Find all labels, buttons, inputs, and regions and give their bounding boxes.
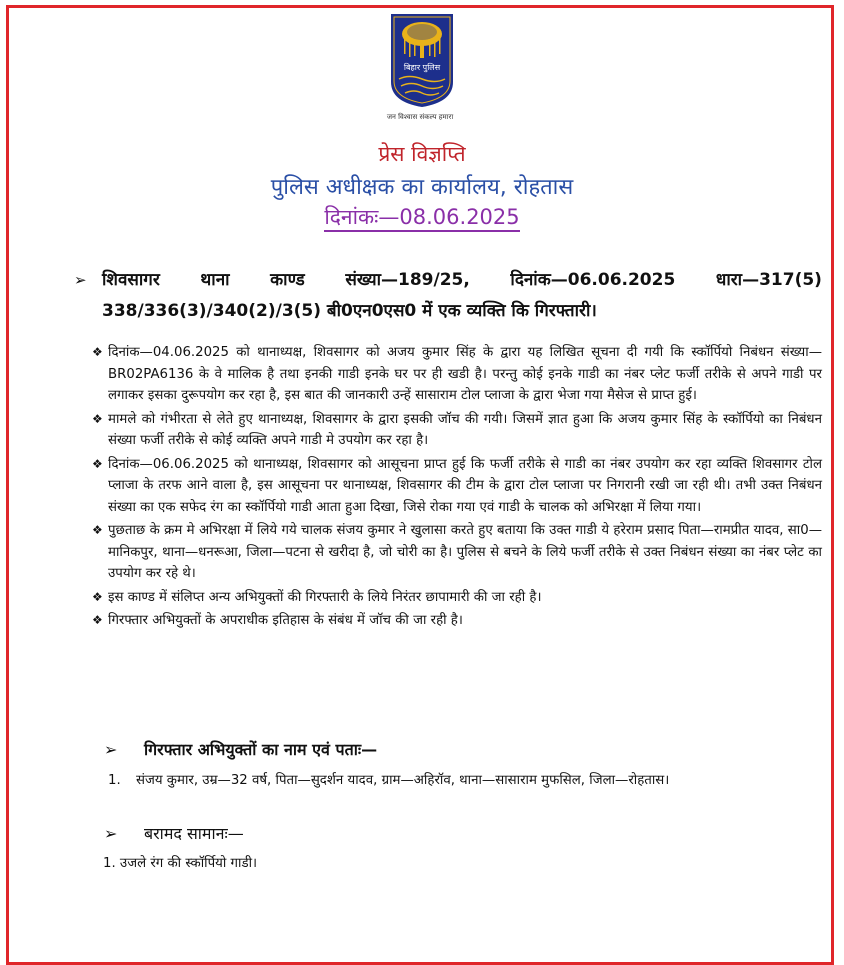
subject-word: धारा—317(5) (715, 270, 822, 290)
accused-heading-text: गिरफ्तार अभियुक्तों का नाम एवं पताः— (144, 740, 378, 759)
release-date (0, 203, 844, 231)
diamond-bullet-icon: ❖ (92, 523, 103, 537)
arrow-bullet-icon: ➢ (104, 824, 118, 843)
list-item-text: मामले को गंभीरता से लेते हुए थानाध्यक्ष, शिवसागर के द्वारा इसकी जॉच की गयी। जिसमें ज्ञात हुआ कि अजय कुमार सिंह के स्कॉर्पियो का निबंधन संख्या फर्जी तरीके से कोई व्यक्ति अपने गाडी मे उपयोग कर रहा है। (108, 411, 822, 448)
logo-motto: जन विश्वास संकल्प हमारा (386, 113, 454, 121)
diamond-bullet-icon: ❖ (92, 411, 103, 426)
diamond-bullet-icon: ❖ (92, 345, 103, 359)
diamond-bullet-icon: ❖ (92, 589, 103, 604)
list-item-text: पुछताछ के क्रम मे अभिरक्षा में लिये गये चालक संजय कुमार ने खुलासा करते हुए बताया कि उक्त गाडी ये हरेराम प्रसाद पिता—रामप्रीत यादव, सा0—मानिकपुर, थाना—धनरूआ, जिला—पटना से खरीदा है, जो चोरी का है। पुलिस से बचने के लिये फर्जी तरीके से उक्त निबंधन संख्या का नंबर प्लेट का उपयोग कर रहे थे। (108, 523, 822, 581)
list-item (92, 587, 822, 609)
subject-line-1 (102, 265, 822, 295)
subject-word: दिनांक—06.06.2025 (510, 270, 676, 290)
details-list (92, 342, 822, 634)
list-item (92, 342, 822, 407)
accused-number: 1. (108, 773, 121, 788)
diamond-bullet-icon: ❖ (92, 456, 103, 471)
list-item (92, 454, 822, 519)
subject-word: संख्या—189/25, (345, 270, 470, 290)
recovered-number: 1. (103, 856, 116, 871)
bihar-police-logo (389, 12, 455, 108)
list-item (92, 409, 822, 452)
office-name: पुलिस अधीक्षक का कार्यालय, रोहतास (270, 175, 574, 200)
subject-line-2: 338/336(3)/340(2)/3(5) बी0एन0एस0 में एक व्यक्ति कि गिरफ्तारी। (102, 301, 597, 321)
arrow-bullet-icon: ➢ (104, 740, 118, 759)
recovered-heading-text: बरामद सामानः— (144, 824, 244, 843)
subject-word: थाना (200, 270, 230, 290)
logo-emblem-text: बिहार पुलिस (403, 63, 441, 72)
list-item-text: गिरफ्तार अभियुक्तों के अपराधीक इतिहास के संबंध में जॉच की जा रही है। (108, 613, 463, 628)
accused-details: संजय कुमार, उम्र—32 वर्ष, पिता—सुदर्शन यादव, ग्राम—अहिरॉव, थाना—सासाराम मुफसिल, जिला—रोहतास। (136, 773, 670, 788)
diamond-bullet-icon: ❖ (92, 613, 103, 627)
accused-heading (104, 738, 377, 760)
accused-item (108, 770, 669, 788)
subject-word: शिवसागर (102, 270, 160, 290)
recovered-item (103, 853, 257, 871)
list-item (92, 610, 822, 632)
recovered-heading (104, 822, 244, 844)
arrow-bullet-icon: ➢ (74, 271, 87, 289)
release-date-text: दिनांकः—08.06.2025 (324, 205, 519, 232)
list-item-text: दिनांक—04.06.2025 को थानाध्यक्ष, शिवसागर को अजय कुमार सिंह के द्वारा यह लिखित सूचना दी गयी कि स्कॉर्पियो निबंधन संख्या—BR02PA6136 के वे मालिक है तथा इनकी गाडी इनके घर पर ही खडी है। परन्तु कोई इनके गाडी का नंबर प्लेट फर्जी तरीके से अपने गाडी पर लगाकर इसका दुरूपयोग कर रहा है, इस बात की जानकारी उन्हें सासाराम टोल प्लाजा के द्वारा भेजा गया मैसेज से प्राप्त हुई। (108, 345, 822, 403)
list-item-text: दिनांक—06.06.2025 को थानाध्यक्ष, शिवसागर को आसूचना प्राप्त हुई कि फर्जी तरीके से गाडी का नंबर उपयोग कर रहा व्यक्ति शिवसागर टोल प्लाजा के तरफ आने वाला है, इस आसूचना पर थानाध्यक्ष, शिवसागर की टीम के द्वारा टोल प्लाजा पर निगरानी रखी जा रही थी। तभी उक्त निबंधन संख्या का एक सफेद रंग का स्कॉर्पियो गाडी आता हुआ दिखा, जिसे रोका गया एवं गाडी के चालक को अभिरक्षा में लिया गया। (108, 456, 822, 515)
subject-word: काण्ड (270, 270, 305, 290)
list-item (92, 520, 822, 585)
press-release-title: प्रेस विज्ञप्ति (378, 142, 466, 166)
recovered-details: उजले रंग की स्कॉर्पियो गाडी। (119, 856, 258, 871)
list-item-text: इस काण्ड में संलिप्त अन्य अभियुक्तों की गिरफ्तारी के लिये निरंतर छापामारी की जा रही है। (108, 589, 542, 605)
